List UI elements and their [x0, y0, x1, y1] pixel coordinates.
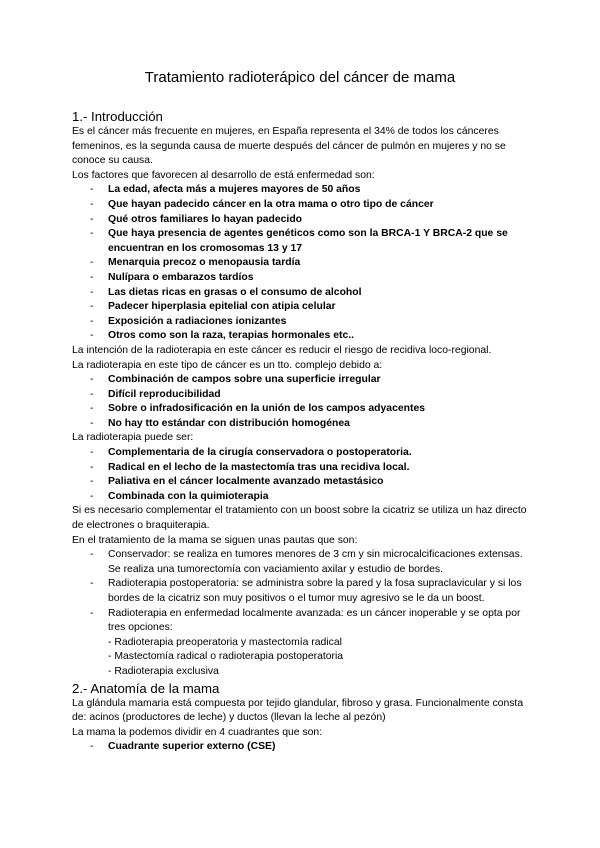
intro-paragraph: Es el cáncer más frecuente en mujeres, en España representa el 34% de todos los cánceres femeninos, es la segunda causa de muerte después del cáncer de pulmón en mujeres y no se conoce su causa. [72, 126, 506, 167]
list-item-text: Nulípara o embarazos tardíos [108, 271, 254, 283]
list-item-text: Paliativa en el cáncer localmente avanzado metastásico [108, 476, 384, 488]
document-body [72, 108, 532, 755]
risk-factor-item [72, 227, 532, 256]
list-item-text: Las dietas ricas en grasas o el consumo de alcohol [108, 286, 362, 298]
list-item-text: Combinada con la quimioterapia [108, 490, 269, 502]
risk-factor-item [72, 183, 532, 198]
list-dash: - [90, 213, 94, 225]
radiotherapy-type-item [72, 490, 532, 505]
quadrants-list [72, 740, 532, 755]
list-dash: - [90, 447, 94, 459]
guidelines-lead: En el tratamiento de la mama se siguen unas pautas que son: [72, 534, 358, 546]
list-dash: - [90, 184, 94, 196]
guideline-item [72, 577, 532, 606]
can-be-lead: La radioterapia puede ser: [72, 432, 194, 444]
list-dash: - [90, 271, 94, 283]
section-1-heading: 1.- Introducción [72, 109, 163, 124]
list-dash: - [90, 549, 94, 561]
complexity-item [72, 373, 532, 388]
radiotherapy-types-list [72, 446, 532, 504]
anatomy-paragraph: La glándula mamaria está compuesta por tejido glandular, fibroso y grasa. Funcionalmente consta de: acinos (productores de leche) y ductos (llevan la leche al pezón) [72, 697, 524, 724]
list-dash: - [90, 476, 94, 488]
radiotherapy-type-item [72, 475, 532, 490]
complexity-list [72, 373, 532, 431]
list-item-text: Cuadrante superior externo (CSE) [108, 741, 276, 753]
guideline-option: - Mastectomía radical o radioterapia postoperatoria [108, 651, 344, 663]
list-dash: - [90, 286, 94, 298]
list-item-text: Combinación de campos sobre una superficie irregular [108, 374, 381, 386]
guideline-text: Conservador: se realiza en tumores menores de 3 cm y sin microcalcificaciones extensas. Se realiza una tumorectomía con vaciamiento axilar y estudio de bordes. [108, 549, 523, 575]
risk-factor-item [72, 329, 532, 344]
list-dash: - [90, 578, 94, 590]
list-item-text: Exposición a radiaciones ionizantes [108, 315, 287, 327]
list-dash: - [90, 198, 94, 210]
list-item-text: Otros como son la raza, terapias hormonales etc.. [108, 330, 354, 342]
list-item-text: Que hayan padecido cáncer en la otra mama o otro tipo de cáncer [108, 198, 434, 210]
list-item-text: Difícil reproducibilidad [108, 388, 221, 400]
list-item-text: Sobre o infradosificación en la unión de los campos adyacentes [108, 403, 425, 415]
complex-lead: La radioterapia en este tipo de cáncer es un tto. complejo debido a: [72, 359, 383, 371]
risk-factor-item [72, 256, 532, 271]
list-dash: - [90, 330, 94, 342]
guideline-option: - Radioterapia exclusiva [108, 665, 219, 677]
list-item-text: Qué otros familiares lo hayan padecido [108, 213, 303, 225]
complexity-item [72, 417, 532, 432]
list-dash: - [90, 417, 94, 429]
intent-paragraph: La intención de la radioterapia en este cáncer es reducir el riesgo de recidiva loco-regional. [72, 344, 492, 356]
list-item-text: Radical en el lecho de la mastectomía tras una recidiva local. [108, 461, 410, 473]
risk-factor-item [72, 198, 532, 213]
list-dash: - [90, 301, 94, 313]
guidelines-list [72, 548, 532, 679]
guideline-item [72, 548, 532, 577]
risk-factor-item [72, 271, 532, 286]
guideline-option: - Radioterapia preoperatoria y mastectomía radical [108, 636, 342, 648]
guideline-item [72, 607, 532, 680]
radiotherapy-type-item [72, 446, 532, 461]
complexity-item [72, 388, 532, 403]
list-item-text: La edad, afecta más a mujeres mayores de 50 años [108, 184, 361, 196]
section-2-heading: 2.- Anatomía de la mama [72, 680, 220, 696]
list-dash: - [90, 461, 94, 473]
quadrant-item [72, 740, 532, 755]
list-dash: - [90, 315, 94, 327]
radiotherapy-type-item [72, 461, 532, 476]
list-dash: - [90, 490, 94, 502]
list-dash: - [90, 388, 94, 400]
risk-factor-item [72, 300, 532, 315]
factors-lead: Los factores que favorecen al desarrollo de está enfermedad son: [72, 169, 375, 181]
list-dash: - [90, 374, 94, 386]
list-item-text: No hay tto estándar con distribución homogénea [108, 417, 350, 429]
guideline-text: Radioterapia en enfermedad localmente avanzada: es un cáncer inoperable y se opta por tres opciones: [108, 607, 521, 634]
list-dash: - [90, 228, 94, 240]
list-item-text: Que haya presencia de agentes genéticos como son la BRCA-1 Y BRCA-2 que se encuentran en los cromosomas 13 y 17 [108, 228, 508, 254]
list-dash: - [90, 257, 94, 269]
risk-factor-item [72, 286, 532, 301]
risk-factor-item [72, 315, 532, 330]
list-dash: - [90, 741, 94, 753]
document-title: Tratamiento radioterápico del cáncer de mama [144, 69, 456, 86]
list-dash: - [90, 403, 94, 415]
boost-paragraph: Si es necesario complementar el tratamiento con un boost sobre la cicatriz se utiliza un haz directo de electrones o braquiterapia. [72, 505, 527, 532]
list-dash: - [90, 607, 94, 619]
list-item-text: Complementaria de la cirugía conservadora o postoperatoria. [108, 447, 412, 459]
list-item-text: Menarquia precoz o menopausia tardía [108, 257, 301, 269]
complexity-item [72, 402, 532, 417]
quadrants-lead: La mama la podemos dividir en 4 cuadrantes que son: [72, 726, 323, 738]
list-item-text: Padecer hiperplasia epitelial con atipia celular [108, 301, 336, 313]
risk-factor-item [72, 213, 532, 228]
risk-factors-list [72, 183, 532, 344]
guideline-text: Radioterapia postoperatoria: se administra sobre la pared y la fosa supraclavicular y si los bordes de la cicatriz son muy positivos o el tumor muy agresivo se le da un boost. [108, 578, 522, 604]
